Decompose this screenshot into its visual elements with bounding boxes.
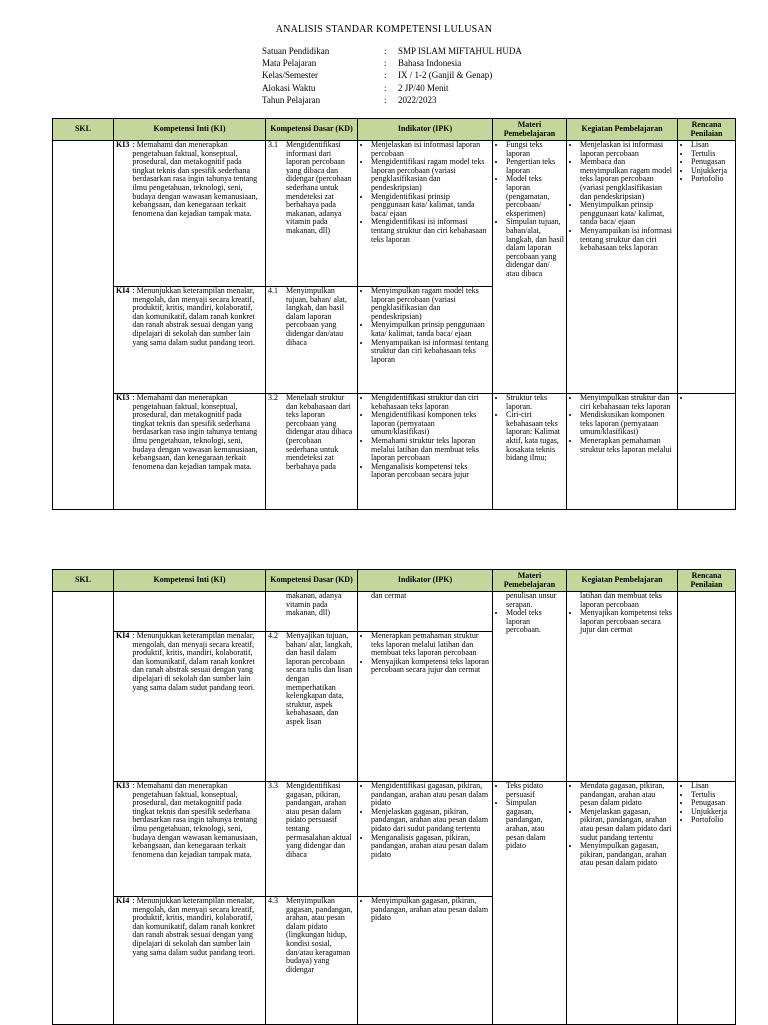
kd-text: Menyimpulkan gagasan, pandangan, arahan, atau pesan dalam pidato (lingkungan hidup, kondisi sosial, dan/atau keragaman budaya) yang didengar (286, 896, 353, 974)
meta-label: Mata Pelajaran (262, 58, 317, 69)
ipk-item: • Menyimpulkan ragam model teks laporan percobaan (variasi pengklasifikasian dan pendeskripsian) (371, 287, 490, 321)
kd-text: Mengidentifikasi gagasan, pikiran, pandangan, arahan atau pesan dalam pidato persuasif tentang permasalahan aktual yang didengar dan dibaca (286, 781, 352, 859)
table-row (53, 592, 736, 632)
meta-label: Kelas/Semester (262, 70, 318, 81)
kd-text: Menelaah struktur dan kebahasaan dari teks laporan percobaan yang didengar atau dibaca (percobaan sederhana untuk mendeteksi zat berbahaya pada (286, 393, 353, 471)
kegiatan-item: • Mendata gagasan, pikiran, pandangan, arahan atau pesan dalam pidato (580, 782, 675, 808)
kd-cell (266, 782, 358, 897)
materi-item: • Model teks laporan percobaan. (506, 609, 564, 635)
document-meta (262, 45, 522, 106)
kegiatan-cell (567, 141, 678, 394)
ki-text: : Memahami dan menerapkan pengetahuan faktual, konseptual, prosedural, dan metakognitif pada tingkat teknis dan spesifik sederhana berdasarkan rasa ingin tahunya tentang ilmu pengetahuan, teknologi, seni, budaya dengan wawasan kemanusiaan, kebangsaan, dan kenegaraan terkait fenomena dan kejadian tampak mata. (132, 781, 258, 859)
header-rencana: Rencana Penilaian (678, 119, 736, 141)
header-kd: Kompetensi Dasar (KD) (266, 570, 358, 592)
meta-row: Tahun Pelajaran : 2022/2023 (262, 94, 437, 105)
meta-label: Satuan Pendidikan (262, 46, 330, 56)
header-materi: Materi Pemebelajaran (493, 570, 567, 592)
skl-cell (53, 592, 114, 1025)
header-ipk: Indikator (IPK) (358, 119, 493, 141)
ki-text: : Menunjukkan keterampilan menalar, mengolah, dan menyaji secara kreatif, produktif, kritis, mandiri, kolaboratif, dan komunikatif, dalam ranah konkret dan ranah abstrak sesuai dengan yang dipelajari di sekolah dan sumber lain yang sama dalam sudut pandang teori. (132, 286, 255, 347)
kegiatan-item: • Membaca dan menyimpulkan ragam model teks laporan percobaan (variasi pengklasifikasian dan pendeskripsian) (580, 158, 675, 201)
ki-cell (114, 592, 266, 632)
kd-text: Menyimpulkan tujuan, bahan/ alat, langkah, dan hasil dalam laporan percobaan yang didengar dan/atau dibaca (286, 286, 347, 347)
meta-row: Kelas/Semester : IX / 1-2 (Ganjil & Genap) (262, 70, 493, 81)
ipk-cell (358, 592, 493, 632)
ki-label: KI4 (116, 896, 130, 905)
materi-text: penulisan unsur serapan. (506, 591, 557, 609)
rencana-cell (678, 141, 736, 394)
kegiatan-cell (567, 592, 678, 782)
ki-text: : Menunjukkan keterampilan menalar, mengolah, dan menyaji secara kreatif, produktif, kritis, mandiri, kolaboratif, dan komunikatif, dalam ranah konkret dan ranah abstrak sesuai dengan yang dipelajari di sekolah dan sumber lain yang sama dalam sudut pandang teori. (132, 896, 255, 957)
ipk-item: • Menjelaskan gagasan, pikiran, pandangan, arahan atau pesan dalam pidato dari sudut pandang tertentu (371, 808, 490, 834)
meta-value: SMP ISLAM MIFTAHUL HUDA (398, 46, 522, 56)
kd-cell (266, 141, 358, 287)
rencana-item: • Tertulis (691, 791, 733, 800)
header-materi: Materi Pemebelajaran (493, 119, 567, 141)
table-row (53, 141, 736, 287)
materi-item: • Teks pidato persuasif (506, 782, 564, 799)
header-skl: SKL (53, 119, 114, 141)
ipk-cell (358, 394, 493, 510)
kd-text: Mengidentifikasi informasi dari laporan percobaan yang dibaca dan didengar (percobaan sederhana untuk mendeteksi zat berbahaya pada makanan, adanya vitamin pada makanan, dll) (286, 140, 352, 235)
materi-item: • Ciri-ciri kebahasaan teks laporan: Kalimat aktif, kata tugas, kosakata teknis bidang ilmu; (506, 411, 564, 463)
ipk-item: • Menyampaikan isi informasi tentang struktur dan ciri kebahasaan teks laporan (371, 339, 490, 365)
skl-cell (53, 141, 114, 510)
ki-cell (114, 632, 266, 782)
kegiatan-item: • Menyimpulkan gagasan, pikiran, pandangan, arahan atau pesan dalam pidato (580, 842, 675, 868)
ipk-cell (358, 897, 493, 1025)
materi-item: • Model teks laporan (pengamatan, percobaan/ eksperimen) (506, 175, 564, 218)
ki-label: KI4 (116, 631, 130, 640)
ipk-item: • Mengidentifikasi komponen teks laporan (pernyataan umum/klasifikasi) (371, 411, 490, 437)
rencana-cell (678, 592, 736, 782)
header-ki: Kompetensi Inti (KI) (114, 570, 266, 592)
kegiatan-item: • Menyimpulkan prinsip penggunaan kata/ kalimat, tanda baca/ ejaan (580, 201, 675, 227)
ki-cell (114, 141, 266, 287)
materi-cell (493, 592, 567, 782)
ipk-item: • Menyajikan kompetensi teks laporan percobaan secara jujur dan cermat (371, 658, 490, 675)
ki-label: KI3 (116, 393, 130, 402)
kd-text: makanan, adanya vitamin pada makanan, dll) (286, 591, 342, 618)
ki-cell (114, 782, 266, 897)
rencana-item: • Lisan (691, 141, 733, 150)
kegiatan-cell (567, 782, 678, 1025)
meta-value: IX / 1-2 (Ganjil & Genap) (398, 70, 493, 81)
header-ipk: Indikator (IPK) (358, 570, 493, 592)
rencana-item: • Penugasan (691, 158, 733, 167)
kd-number: 3.2 (268, 393, 278, 402)
kegiatan-item: • Menjelaskan isi informasi laporan percobaan (580, 141, 675, 158)
ipk-item: • Menjelaskan isi informasi laporan percobaan (371, 141, 490, 158)
ki-cell (114, 394, 266, 510)
meta-value: Bahasa Indonesia (398, 58, 462, 69)
ki-label: KI4 (116, 286, 130, 295)
materi-item: • Simpulan gagasan, pandangan, arahan, atau pesan dalam pidato (506, 799, 564, 851)
rencana-item: • Unjukkerja (691, 808, 733, 817)
kd-number: 3.3 (268, 781, 278, 790)
header-kegiatan: Kegiatan Pembelajaran (567, 570, 678, 592)
ipk-item: • Mengidentifikasi prinsip penggunaan kata/ kalimat, tanda baca/ ejaan (371, 193, 490, 219)
meta-row: Mata Pelajaran : Bahasa Indonesia (262, 58, 462, 69)
header-kd: Kompetensi Dasar (KD) (266, 119, 358, 141)
ipk-item: • Mengidentifikasi gagasan, pikiran, pandangan, arahan atau pesan dalam pidato (371, 782, 490, 808)
kd-cell (266, 394, 358, 510)
meta-label: Alokasi Waktu (262, 82, 316, 93)
kd-number: 4.2 (268, 631, 278, 640)
ipk-item: • Menyimpulkan gagasan, pikiran, pandangan, arahan atau pesan dalam pidato (371, 897, 490, 923)
rencana-item: • Penugasan (691, 799, 733, 808)
header-ki: Kompetensi Inti (KI) (114, 119, 266, 141)
meta-row: Alokasi Waktu : 2 JP/40 Menit (262, 82, 449, 93)
ipk-item: • Memahami struktur teks laporan melalui latihan dan membuat teks laporan percobaan (371, 437, 490, 463)
header-skl: SKL (53, 570, 114, 592)
meta-value: 2022/2023 (398, 94, 437, 105)
ipk-item: • Menganalisis kompetensi teks laporan percobaan secara jujur (371, 463, 490, 480)
ipk-item: • Menerapkan pemahaman struktur teks laporan melalui latihan dan membuat teks laporan percobaan (371, 632, 490, 658)
rencana-cell (678, 782, 736, 1025)
materi-item: • Fungsi teks laporan (506, 141, 564, 158)
table-row (53, 782, 736, 897)
ipk-item: • Menyimpulkan prinsip penggunaan kata/ kalimat, tanda baca/ ejaan (371, 321, 490, 338)
kd-number: 3.1 (268, 140, 278, 149)
rencana-item: • Portofolio (691, 816, 733, 825)
kegiatan-cell (567, 394, 678, 510)
kegiatan-item: • Menyajikan kompetensi teks laporan percobaan secara jujur dan cermat (580, 609, 675, 635)
kegiatan-item: • Mendiskusikan komponen teks laporan (pernyataan umum/klasifikasi) (580, 411, 675, 437)
document-title: ANALISIS STANDAR KOMPETENSI LULUSAN (275, 24, 493, 35)
skl-table-page2 (52, 569, 736, 1025)
kd-cell (266, 632, 358, 782)
table-header-row (53, 570, 736, 592)
rencana-item: • Portofolio (691, 175, 733, 184)
materi-item: • Struktur teks laporan. (506, 394, 564, 411)
ki-text: : Memahami dan menerapkan pengetahuan faktual, konseptual, prosedural, dan metakognitif pada tingkat teknis dan spesifik sederhana berdasarkan rasa ingin tahunya tentang ilmu pengetahuan, teknologi, seni, budaya dengan wawasan kemanusiaan, kebangsaan, dan kenegaraan terkait fenomena dan kejadian tampak mata. (132, 393, 258, 471)
ipk-item: • Menganalisis gagasan, pikiran, pandangan, arahan atau pesan dalam pidato (371, 834, 490, 860)
rencana-item: • Lisan (691, 782, 733, 791)
materi-item: • Pengertian teks laporan (506, 158, 564, 175)
materi-cell (493, 394, 567, 510)
ki-cell (114, 287, 266, 394)
materi-cell (493, 782, 567, 1025)
kd-cell (266, 287, 358, 394)
kegiatan-item: • Menyimpulkan struktur dan ciri kebahasaan teks laporan (580, 394, 675, 411)
rencana-item: • Unjukkerja (691, 167, 733, 176)
ki-cell (114, 897, 266, 1025)
kd-cell (266, 897, 358, 1025)
ipk-cell (358, 782, 493, 897)
meta-row: Satuan Pendidikan : SMP ISLAM MIFTAHUL HUDA (262, 46, 522, 56)
meta-value: 2 JP/40 Menit (398, 82, 449, 93)
kegiatan-text: latihan dan membuat teks laporan percobaan (580, 591, 662, 609)
kd-number: 4.3 (268, 896, 278, 905)
kd-number: 4.1 (268, 286, 278, 295)
meta-label: Tahun Pelajaran (262, 94, 321, 105)
materi-cell (493, 141, 567, 394)
ipk-item: • Mengidentifikasi isi informasi tentang struktur dan ciri kebahasaan teks laporan (371, 218, 490, 244)
ipk-item: • Mengidentifikasi struktur dan ciri kebahasaan teks laporan (371, 394, 490, 411)
kegiatan-item: • Menerapkan pemahaman struktur teks laporan melalui (580, 437, 675, 454)
materi-item: • Simpulan tujuan, bahan/alat, langkah, dan hasil dalam laporan percobaan yang didengar dan/ atau dibaca (506, 218, 564, 278)
ki-text: : Menunjukkan keterampilan menalar, mengolah, dan menyaji secara kreatif, produktif, kritis, mandiri, kolaboratif, dan komunikatif, dalam ranah konkret dan ranah abstrak sesuai dengan yang dipelajari di sekolah dan sumber lain yang sama dalam sudut pandang teori. (132, 631, 255, 692)
ki-text: : Memahami dan menerapkan pengetahuan faktual, konseptual, prosedural, dan metakognitif pada tingkat teknis dan spesifik sederhana berdasarkan rasa ingin tahunya tentang ilmu pengetahuan, teknologi, seni, budaya dengan wawasan kemanusiaan, kebangsaan, dan kenegaraan terkait fenomena dan kejadian tampak mata. (132, 140, 258, 218)
kd-cell (266, 592, 358, 632)
table-header-row (53, 119, 736, 141)
rencana-cell (678, 394, 736, 510)
ipk-cell (358, 141, 493, 287)
table-row (53, 394, 736, 510)
ipk-cell (358, 632, 493, 782)
rencana-empty-bullet (691, 394, 733, 403)
kd-text: Menyajikan tujuan, bahan/ alat, langkah, dan hasil dalam laporan percobaan secara tulis dan lisan dengan memperhatikan kelengkapan data, struktur, aspek kebahasaan, dan aspek lisan (286, 631, 353, 726)
ki-label: KI3 (116, 781, 130, 790)
ki-label: KI3 (116, 140, 130, 149)
rencana-item: • Tertulis (691, 150, 733, 159)
kegiatan-item: • Menyampaikan isi informasi tentang struktur dan ciri kebahasaan teks laporan (580, 227, 675, 253)
ipk-item: • Mengidentifikasi ragam model teks laporan percobaan (variasi pengklasifikasian dan pendeskripsian) (371, 158, 490, 192)
ipk-text: dan cermat (371, 591, 407, 600)
kegiatan-item: • Menjelaskan gagasan, pikiran, pandangan, arahan atau pesan dalam pidato dari sudut pandang tertentu (580, 808, 675, 842)
ipk-cell (358, 287, 493, 394)
header-kegiatan: Kegiatan Pembelajaran (567, 119, 678, 141)
header-rencana: Rencana Penilaian (678, 570, 736, 592)
skl-table-page1 (52, 118, 736, 510)
